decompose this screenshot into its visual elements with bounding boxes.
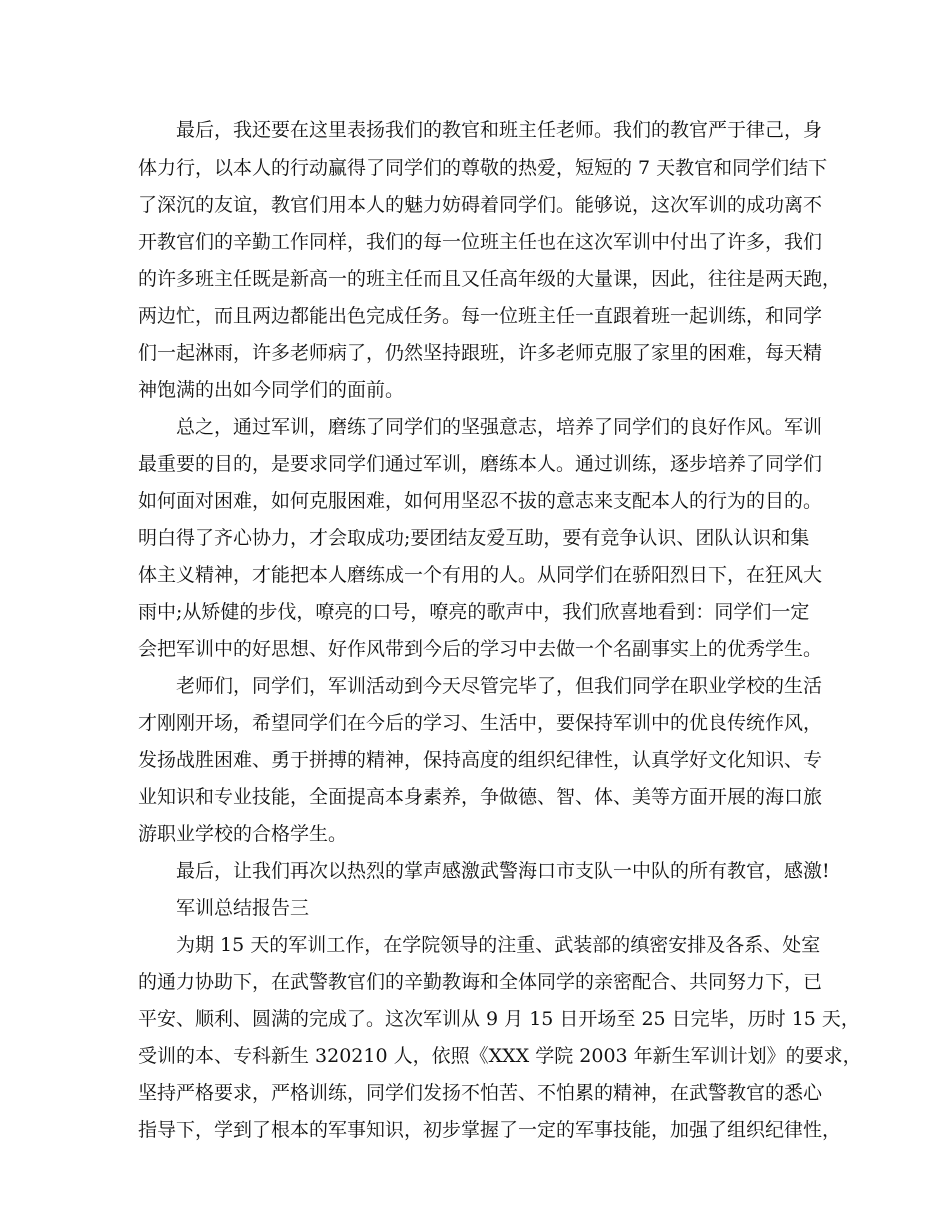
body-line: 总之，通过军训，磨练了同学们的坚强意志，培养了同学们的良好作风。军训 [176,416,823,438]
body-line: 为期 15 天的军训工作，在学院领导的注重、武装部的缜密安排及各系、处室 [176,934,821,956]
body-line: 才刚刚开场，希望同学们在今后的学习、生活中，要保持军训中的优良传统作风， [138,712,823,734]
body-line: 雨中;从矫健的步伐，嘹亮的口号，嘹亮的歌声中，我们欣喜地看到：同学们一定 [138,601,810,623]
body-line: 们一起淋雨，许多老师病了，仍然坚持跟班，许多老师克服了家里的困难，每天精 [138,342,823,364]
body-line: 体力行，以本人的行动赢得了同学们的尊敬的热爱，短短的 7 天教官和同学们结下 [138,157,828,179]
body-line: 如何面对困难，如何克服困难，如何用坚忍不拔的意志来支配本人的行为的目的。 [138,490,823,512]
body-line: 体主义精神，才能把本人磨练成一个有用的人。从同学们在骄阳烈日下，在狂风大 [138,564,823,586]
body-line: 两边忙，而且两边都能出色完成任务。每一位班主任一直跟着班一起训练，和同学 [138,305,823,327]
body-line: 的许多班主任既是新高一的班主任而且又任高年级的大量课，因此，往往是两天跑， [138,268,842,290]
section-heading: 军训总结报告三 [176,897,310,919]
body-line: 老师们，同学们，军训活动到今天尽管完毕了，但我们同学在职业学校的生活 [176,675,823,697]
body-line: 最后，让我们再次以热烈的掌声感激武警海口市支队一中队的所有教官，感激! [176,860,830,882]
body-line: 会把军训中的好思想、好作风带到今后的学习中去做一个名副事实上的优秀学生。 [138,638,823,660]
body-line: 指导下，学到了根本的军事知识，初步掌握了一定的军事技能，加强了组织纪律性， [138,1119,842,1141]
body-line: 的通力协助下，在武警教官们的辛勤教诲和全体同学的亲密配合、共同努力下，已 [138,971,823,993]
body-line: 神饱满的出如今同学们的面前。 [138,379,405,401]
body-line: 最重要的目的，是要求同学们通过军训，磨练本人。通过训练，逐步培养了同学们 [138,453,823,475]
body-line: 游职业学校的合格学生。 [138,823,348,845]
body-line: 明白得了齐心协力，才会取成功;要团结友爱互助，要有竞争认识、团队认识和集 [138,527,810,549]
body-line: 受训的本、专科新生 320210 人，依照《XXX 学院 2003 年新生军训计划》的要求， [138,1045,862,1067]
body-line: 了深沉的友谊，教官们用本人的魅力妨碍着同学们。能够说，这次军训的成功离不 [138,194,823,216]
body-line: 业知识和专业技能，全面提高本身素养，争做德、智、体、美等方面开展的海口旅 [138,786,823,808]
body-line: 平安、顺利、圆满的完成了。这次军训从 9 月 15 日开场至 25 日完毕，历时 15 天， [138,1008,860,1030]
body-line: 发扬战胜困难、勇于拼搏的精神，保持高度的组织纪律性，认真学好文化知识、专 [138,749,823,771]
body-line: 坚持严格要求，严格训练，同学们发扬不怕苦、不怕累的精神，在武警教官的悉心 [138,1082,823,1104]
body-line: 最后，我还要在这里表扬我们的教官和班主任老师。我们的教官严于律己，身 [176,119,823,141]
body-line: 开教官们的辛勤工作同样，我们的每一位班主任也在这次军训中付出了许多，我们 [138,231,823,253]
